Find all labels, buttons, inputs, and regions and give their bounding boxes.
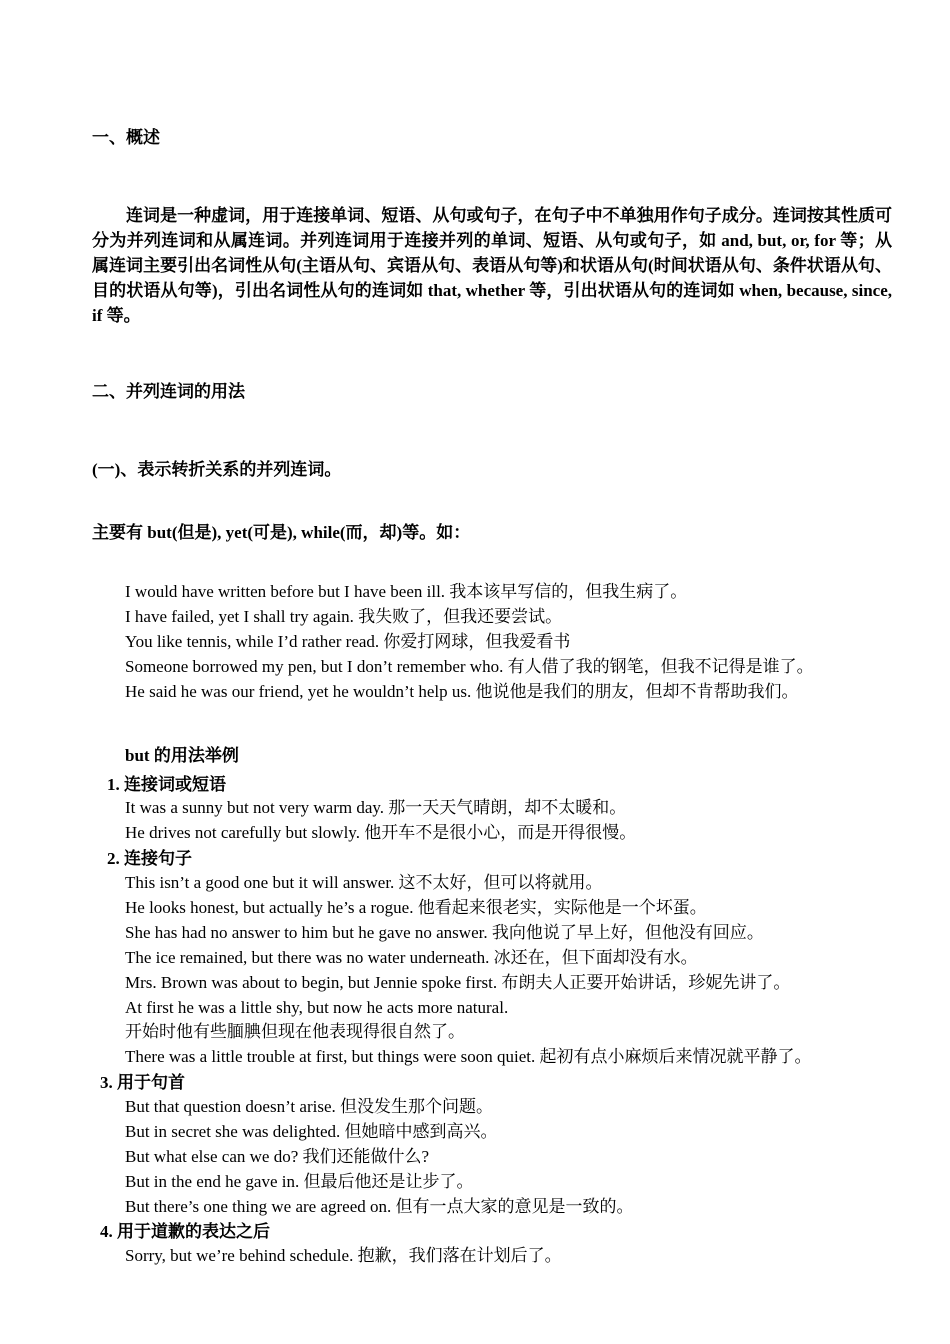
example-sentence: But in secret she was delighted. 但她暗中感到高兴。 — [125, 1121, 498, 1141]
section-heading-coordinating: 二、并列连词的用法 — [92, 382, 245, 401]
contrast-intro: 主要有 but(但是), yet(可是), while(而，却)等。如： — [92, 523, 471, 542]
section-heading-overview: 一、概述 — [92, 128, 160, 147]
example-sentence: Sorry, but we’re behind schedule. 抱歉，我们落在计划后了。 — [125, 1246, 562, 1265]
example-sentence: But there’s one thing we are agreed on. 但有一点大家的意见是一致的。 — [125, 1196, 634, 1216]
usage-heading-1: 1. 连接词或短语 — [107, 775, 226, 794]
contrast-example-list — [125, 580, 814, 705]
example-sentence: There was a little trouble at first, but things were soon quiet. 起初有点小麻烦后来情况就平静了。 — [125, 1047, 812, 1067]
example-sentence: He drives not carefully but slowly. 他开车不是很小心，而是开得很慢。 — [125, 822, 637, 842]
example-translation: 开始时他有些腼腆但现在他表现得很自然了。 — [125, 1022, 465, 1042]
example-sentence: I have failed, yet I shall try again. 我失败了，但我还要尝试。 — [125, 606, 563, 626]
usage-heading-4: 4. 用于道歉的表达之后 — [100, 1222, 270, 1241]
example-sentence: He looks honest, but actually he’s a rogue. 他看起来很老实，实际他是一个坏蛋。 — [125, 897, 707, 917]
usage-4-lines — [125, 1244, 562, 1269]
example-sentence: It was a sunny but not very warm day. 那一天天气晴朗，却不太暖和。 — [125, 798, 627, 817]
usage-3-lines — [125, 1095, 634, 1220]
example-sentence: Someone borrowed my pen, but I don’t remember who. 有人借了我的钢笔，但我不记得是谁了。 — [125, 656, 814, 676]
example-sentence: He said he was our friend, yet he wouldn’t help us. 他说他是我们的朋友，但却不肯帮助我们。 — [125, 681, 799, 701]
usage-heading-3: 3. 用于句首 — [100, 1073, 185, 1092]
example-sentence: At first he was a little shy, but now he acts more natural. — [125, 997, 509, 1017]
example-sentence: The ice remained, but there was no water underneath. 冰还在，但下面却没有水。 — [125, 947, 698, 967]
example-sentence: You like tennis, while I’d rather read. 你爱打网球，但我爱看书 — [125, 631, 571, 651]
subsection-heading-contrast: (一)、表示转折关系的并列连词。 — [92, 460, 342, 479]
overview-paragraph — [92, 203, 892, 328]
example-sentence: But that question doesn’t arise. 但没发生那个问题。 — [125, 1097, 493, 1116]
usage-heading-2: 2. 连接句子 — [107, 849, 192, 868]
example-sentence: This isn’t a good one but it will answer. 这不太好，但可以将就用。 — [125, 873, 603, 892]
usage-1-lines — [125, 796, 636, 846]
example-sentence: But in the end he gave in. 但最后他还是让步了。 — [125, 1171, 474, 1191]
overview-paragraph-text: 连词是一种虚词，用于连接单词、短语、从句或句子，在句子中不单独用作句子成分。连词按其性质可分为并列连词和从属连词。并列连词用于连接并列的单词、短语、从句或句子，如 and, but, or, for 等；从属连词主要引出名词性从句(主语从句、宾语从句、表语从句等)和状语从句(时间状语从句、条件状语从句、目的状语从句等)，引出名词性从句的连词如 that, whether 等，引出状语从句的连词如 when, because, since, if 等。 — [92, 206, 892, 325]
example-sentence: But what else can we do? 我们还能做什么? — [125, 1146, 430, 1166]
example-sentence: She has had no answer to him but he gave no answer. 我向他说了早上好，但他没有回应。 — [125, 922, 764, 942]
example-sentence: Mrs. Brown was about to begin, but Jennie spoke first. 布朗夫人正要开始讲话，珍妮先讲了。 — [125, 972, 791, 992]
but-usage-title: but 的用法举例 — [125, 746, 239, 765]
example-sentence: I would have written before but I have been ill. 我本该早写信的，但我生病了。 — [125, 582, 688, 601]
usage-2-lines — [125, 871, 812, 1070]
